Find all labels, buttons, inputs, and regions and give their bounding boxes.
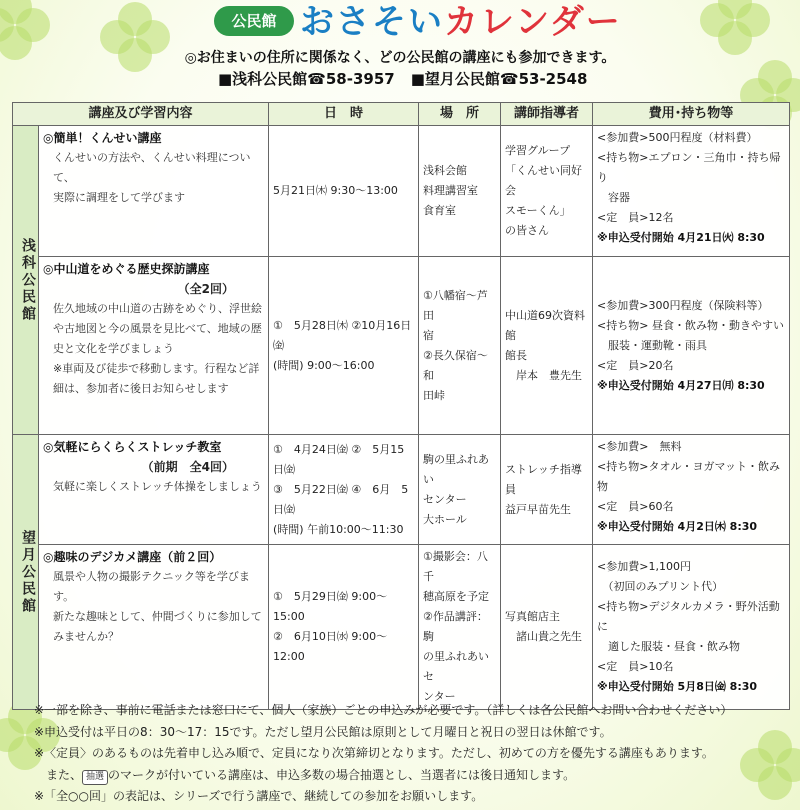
course-desc-line: 史と文化を学びましょう <box>53 342 174 355</box>
title-part1: おさそい <box>300 2 444 42</box>
course-subtitle: （全2回） <box>177 282 235 296</box>
course-cell <box>39 435 269 545</box>
place-line: 料理講習室 <box>423 184 479 197</box>
course-desc-line: 風景や人物の撮影テクニック等を学びます。 <box>53 570 250 603</box>
deadline-text: ※申込受付開始 4月27日㈪ 8:30 <box>597 378 765 392</box>
datetime-line: (時間) 9:00～16:00 <box>273 358 375 372</box>
place-line: 宿 <box>423 328 435 342</box>
column-header: 講師指導者 <box>501 103 593 126</box>
place-line: 駒の里ふれあい <box>423 452 490 486</box>
instructor-line: 学習グループ <box>505 144 571 157</box>
notice-text: ◎お住まいの住所に関係なく、どの公民館の講座にも参加できます。 <box>184 50 616 66</box>
instructor-line: 諸山貴之先生 <box>505 630 583 643</box>
course-desc-line: 細は、参加者に後日お知らせします <box>53 382 229 395</box>
deadline-text: ※申込受付開始 4月2日㈭ 8:30 <box>597 520 758 533</box>
hall-label-asashina: 浅科公民館 <box>13 126 39 435</box>
datetime-line: 5月21日㈭ 9:30～13:00 <box>273 184 398 197</box>
fees-cell <box>593 545 790 710</box>
fees-line: <参加費>300円程度（保険料等） <box>597 298 769 312</box>
place-line: ンター <box>423 690 456 703</box>
fees-line: <持ち物>タオル・ヨガマット・飲み物 <box>597 460 781 493</box>
datetime-line: ③ 5月22日㈮ ④ 6月 5日㈮ <box>273 482 409 516</box>
datetime-line: ① 4月24日㈮ ② 5月15日㈮ <box>273 442 405 476</box>
fees-line: 容器 <box>597 191 631 204</box>
datetime-cell <box>269 257 419 435</box>
table-row <box>13 126 790 257</box>
phone-numbers <box>218 68 587 89</box>
fees-line: 適した服装・昼食・飲み物 <box>597 640 741 653</box>
course-desc-line: 新たな趣味として、仲間づくりに参加して <box>53 610 262 623</box>
instructor-cell <box>501 257 593 435</box>
place-line: 田峠 <box>423 388 446 402</box>
instructor-line: 中山道69次資料館 <box>505 308 586 342</box>
phone-mochizuki: ■望月公民館☎53-2548 <box>410 70 588 88</box>
course-cell <box>39 257 269 435</box>
place-line: ①八幡宿～芦田 <box>423 288 488 322</box>
place-line: 食育室 <box>423 204 457 217</box>
fees-line: （初回のみプリント代） <box>597 580 724 593</box>
footer-note-pre: また、 <box>34 767 83 782</box>
deadline-text: ※申込受付開始 5月8日㈮ 8:30 <box>597 680 758 693</box>
datetime-line: ① 5月29日㈮ 9:00～15:00 <box>273 590 388 623</box>
datetime-line: ① 5月28日㈭ ②10月16日㈮ <box>273 318 412 352</box>
datetime-cell <box>269 126 419 257</box>
course-desc-line: くんせいの方法や、くんせい料理について、 <box>53 151 251 184</box>
course-title: ◎趣味のデジカメ講座（前２回） <box>43 550 222 564</box>
place-line: センター <box>423 492 467 506</box>
datetime-line: ② 6月10日㈬ 9:00～12:00 <box>273 630 388 663</box>
course-desc-line: や古地図と今の風景を見比べて、地域の歴 <box>53 322 262 335</box>
instructor-line: 館長 <box>505 348 528 362</box>
column-header: 費用･持ち物等 <box>593 103 790 126</box>
course-table <box>12 102 790 710</box>
course-cell <box>39 545 269 710</box>
instructor-line: の皆さん <box>505 224 550 237</box>
fees-cell <box>593 257 790 435</box>
instructor-line: 写真館店主 <box>505 610 561 623</box>
datetime-cell <box>269 435 419 545</box>
fees-line: <持ち物>エプロン・三角巾・持ち帰り <box>597 151 781 184</box>
place-line: 大ホール <box>423 512 467 526</box>
fees-line: <持ち物>デジタルカメラ・野外活動に <box>597 600 780 633</box>
instructor-line: ストレッチ指導員 <box>505 462 582 496</box>
fees-line: 服装・運動靴・雨具 <box>597 338 708 352</box>
place-line: の里ふれあいセ <box>423 650 490 683</box>
course-desc-line: 佐久地域の中山道の古跡をめぐり、浮世絵 <box>53 302 262 315</box>
deadline-text: ※申込受付開始 4月21日㈫ 8:30 <box>597 231 765 244</box>
course-desc-line: 実際に調理をして学びます <box>53 191 185 204</box>
place-line: ②作品講評：駒 <box>423 610 488 643</box>
fees-line: <定 員>20名 <box>597 358 674 372</box>
phone-asashina: ■浅科公民館☎58-3957 <box>218 70 395 88</box>
footer-note: ※一部を除き、事前に電話または窓口にて、個人（家族）ごとの申込みが必要です。（詳しくは各公民館へお問い合わせください） <box>34 703 733 717</box>
footer-note: ※「全○○回」の表記は、シリーズで行う講座で、継続しての参加をお願いします。 <box>34 789 484 803</box>
course-desc-line: ※車両及び徒歩で移動します。行程など詳 <box>53 362 260 375</box>
course-title: ◎中山道をめぐる歴史探訪講座 <box>43 262 210 276</box>
fees-line: <定 員>60名 <box>597 500 674 513</box>
page-title <box>300 0 622 44</box>
fees-line: <参加費> 無料 <box>597 440 682 453</box>
instructor-line: 「くんせい同好会 <box>505 164 583 197</box>
fees-line: <持ち物> 昼食・飲み物・動きやすい <box>597 318 784 332</box>
course-cell <box>39 126 269 257</box>
place-cell <box>419 435 501 545</box>
kouminkan-badge: 公民館 <box>214 6 294 36</box>
fees-line: <定 員>10名 <box>597 660 674 673</box>
course-desc-line: みませんか？ <box>53 630 119 643</box>
datetime-cell <box>269 545 419 710</box>
course-desc-line: 気軽に楽しくストレッチ体操をしましょう <box>53 480 262 493</box>
course-title: ◎簡単！くんせい講座 <box>43 131 162 145</box>
place-line: ②長久保宿～和 <box>423 348 488 382</box>
datetime-line: (時間) 午前10:00～11:30 <box>273 522 404 536</box>
lottery-mark-icon: 抽選 <box>82 770 108 785</box>
column-header: 講座及び学習内容 <box>13 103 269 126</box>
instructor-cell <box>501 126 593 257</box>
table-row <box>13 545 790 710</box>
footer-note: ※〈定員〉のあるものは先着申し込み順で、定員になり次第締切となります。ただし、初めての方を優先する講座もあります。 <box>34 746 714 760</box>
table-header-row <box>13 103 790 126</box>
table-row <box>13 435 790 545</box>
footer-note <box>34 765 794 787</box>
fees-line: <定 員>12名 <box>597 211 674 224</box>
footer-note: ※申込受付は平日の8：30～17：15です。ただし望月公民館は原則として月曜日と祝日の翌日は休館です。 <box>34 724 612 739</box>
title-part2: カレンダー <box>444 2 622 42</box>
fees-line: <参加費>500円程度（材料費） <box>597 131 758 144</box>
course-subtitle: （前期 全4回） <box>141 460 235 474</box>
fees-cell <box>593 126 790 257</box>
instructor-cell <box>501 545 593 710</box>
fees-line: <参加費>1,100円 <box>597 560 691 573</box>
column-header: 日 時 <box>269 103 419 126</box>
instructor-line: スモーくん」 <box>505 204 571 217</box>
course-title: ◎気軽にらくらくストレッチ教室 <box>43 440 222 454</box>
place-cell <box>419 545 501 710</box>
place-cell <box>419 126 501 257</box>
hall-label-mochizuki: 望月公民館 <box>13 435 39 710</box>
header <box>0 0 800 100</box>
instructor-line: 岸本 豊先生 <box>505 368 583 382</box>
footer-notes <box>34 700 794 808</box>
table-row <box>13 257 790 435</box>
fees-cell <box>593 435 790 545</box>
instructor-cell <box>501 435 593 545</box>
instructor-line: 益戸早苗先生 <box>505 502 572 516</box>
footer-note-post: のマークが付いている講座は、申込多数の場合抽選とし、当選者には後日通知します。 <box>108 767 576 782</box>
column-header: 場 所 <box>419 103 501 126</box>
place-cell <box>419 257 501 435</box>
place-line: ①撮影会：八千 <box>423 550 488 583</box>
place-line: 穂高原を予定 <box>423 590 490 603</box>
place-line: 浅科会館 <box>423 164 468 177</box>
